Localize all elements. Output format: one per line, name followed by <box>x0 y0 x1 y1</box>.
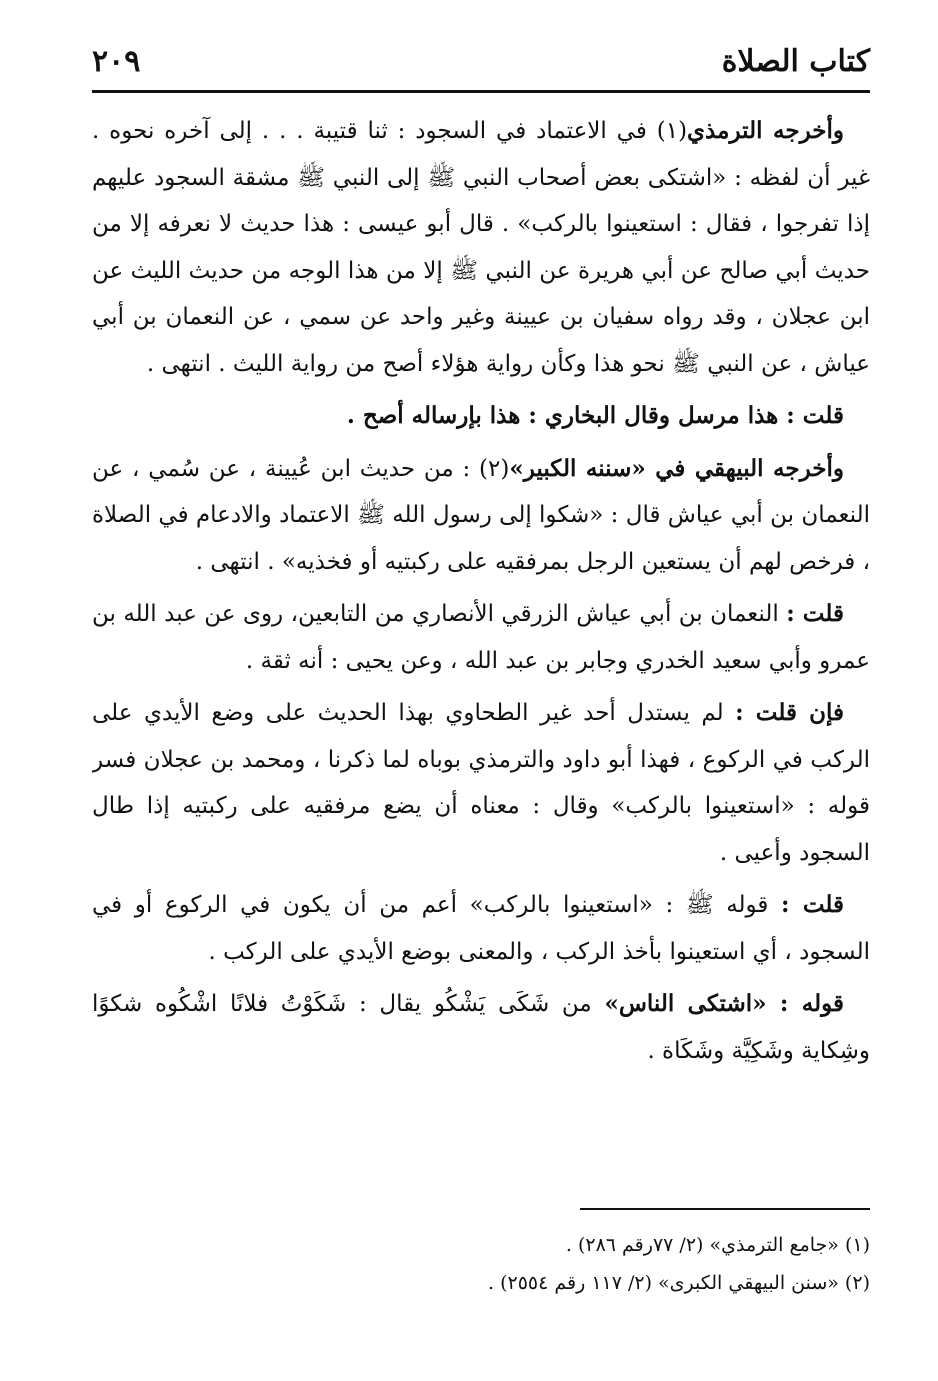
footnotes <box>92 1208 870 1318</box>
paragraph-lead: قوله : «اشتكى الناس» <box>604 990 844 1017</box>
paragraph <box>92 393 870 440</box>
page-number: ٢٠٩ <box>92 44 141 79</box>
footnote-2: (٢) «سنن البيهقي الكبرى» (٢/ ١١٧ رقم ٢٥٥٤) . <box>488 1272 870 1294</box>
header-rule <box>92 90 870 93</box>
paragraph <box>92 882 870 975</box>
book-title: كتاب الصلاة <box>721 44 870 79</box>
paragraph-lead: قلت : هذا مرسل وقال البخاري : هذا بإرساله أصح . <box>346 402 844 429</box>
paragraph-lead: وأخرجه الترمذي <box>687 117 844 144</box>
paragraph-text: (١) في الاعتماد في السجود : ثنا قتيبة . . . إلى آخره نحوه . غير أن لفظه : «اشتكى بعض أصحاب النبي ﷺ إلى النبي ﷺ مشقة السجود عليهم إذا تفرجوا ، فقال : استعينوا بالركب» . قال أبو عيسى : هذا حديث لا نعرفه إلا من حديث أبي صالح عن أبي هريرة عن النبي ﷺ إلا من هذا الوجه من حديث الليث عن ابن عجلان ، وقد رواه سفيان بن عيينة وغير واحد عن سمي ، عن النعمان بن أبي عياش ، عن النبي ﷺ نحو هذا وكأن رواية هؤلاء أصح من رواية الليث . انتهى . <box>92 118 870 377</box>
paragraph-text: من شَكَى يَشْكُو يقال : شَكَوْتُ فلانًا اشْكُوه شكوًا وشِكاية وشَكِيَّة وشَكَاة . <box>92 991 870 1064</box>
paragraph-text: لم يستدل أحد غير الطحاوي بهذا الحديث على وضع الأيدي على الركب في الركوع ، فهذا أبو داود والترمذي بوباه لما ذكرنا ، ومحمد بن عجلان فسر قوله : «استعينوا بالركب» وقال : معناه أن يضع مرفقيه على ركبتيه إذا طال السجود وأعيى . <box>92 700 870 866</box>
paragraph <box>92 981 870 1074</box>
footnote-1: (١) «جامع الترمذي» (٢/ ٧٧رقم ٢٨٦) . <box>565 1234 870 1256</box>
paragraph-lead: قلت : <box>781 891 845 918</box>
paragraph-text: قوله ﷺ : «استعينوا بالركب» أعم من أن يكون في الركوع أو في السجود ، أي استعينوا بأخذ الركب ، والمعنى بوضع الأيدي على الركب . <box>92 892 870 965</box>
paragraph-lead: فإن قلت : <box>735 699 844 726</box>
paragraph <box>92 108 870 387</box>
paragraph <box>92 446 870 586</box>
paragraph-lead: وأخرجه البيهقي في «سننه الكبير» <box>509 454 844 482</box>
body-text <box>92 108 870 1198</box>
paragraph <box>92 690 870 876</box>
paragraph <box>92 591 870 684</box>
paragraph-lead: قلت : <box>786 600 844 627</box>
page-header <box>92 38 870 86</box>
paragraph-text: (٢) : من حديث ابن عُيينة ، عن سُمي ، عن النعمان بن أبي عياش قال : «شكوا إلى رسول الله ﷺ الاعتماد والادعام في الصلاة ، فرخص لهم أن يستعين الرجل بمرفقيه على ركبتيه أو فخذيه» . انتهى . <box>92 455 870 575</box>
paragraph-text: النعمان بن أبي عياش الزرقي الأنصاري من التابعين، روى عن عبد الله بن عمرو وأبي سعيد الخدري وجابر بن عبد الله ، وعن يحيى : أنه ثقة . <box>92 601 870 674</box>
footnote-rule <box>580 1208 870 1210</box>
